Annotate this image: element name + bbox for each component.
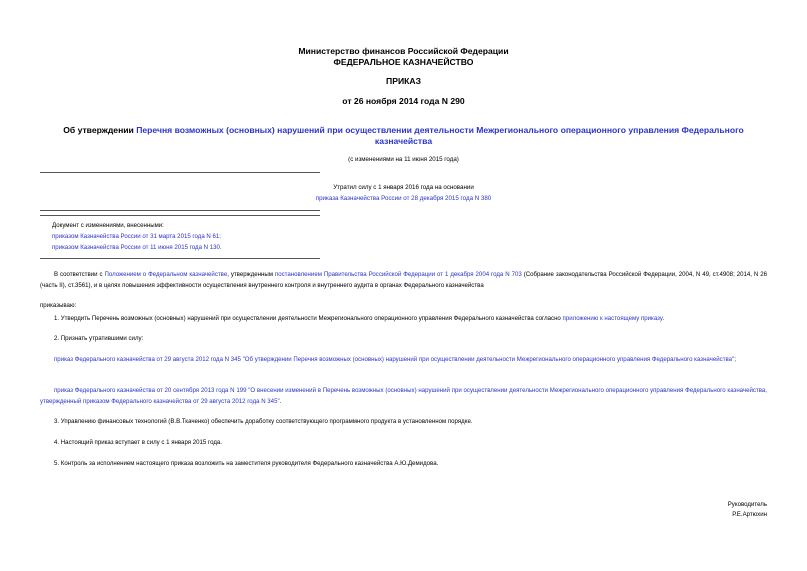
treasury-name: ФЕДЕРАЛЬНОЕ КАЗНАЧЕЙСТВО — [333, 57, 474, 67]
ministry-name: Министерство финансов Российской Федерации — [298, 46, 509, 56]
expired-note-link[interactable]: приказа Казначейства России от 28 декабря 2015 года N 380 — [315, 195, 492, 202]
paragraph-2: 2. Признать утратившими силу: — [54, 335, 144, 342]
signature-position: Руководитель — [727, 501, 767, 508]
paragraph-1: 1. Утвердить Перечень возможных (основных) нарушений при осуществлении деятельности Межрегионального операционного управления Федерального казначейства согласно приложению к настоящему приказу. — [54, 315, 665, 322]
divider-top — [40, 172, 320, 173]
paragraph-4: 4. Настоящий приказ вступает в силу с 1 января 2015 года. — [54, 439, 222, 446]
order-199-link[interactable]: приказ Федерального казначейства от 20 сентября 2013 года N 199 "О внесении изменений в Перечень возможных (основных) нарушений при осуществлении деятельности Межрегионального операционного управления Федерального казначейства, утвержденный приказом Федерального казначейства от 29 августа 2012 года N 345" — [40, 387, 767, 405]
doc-title-link[interactable]: Перечня возможных (основных) нарушений при осуществлении деятельности Межрегионального операционного управления Федерального казначейства — [136, 125, 744, 146]
changes-item-2[interactable]: приказом Казначейства России от 11 июня 2015 года N 130. — [52, 244, 222, 251]
divider-changes-top-2 — [40, 215, 320, 216]
preamble: В соответствии с Положением о Федеральном казначействе, утвержденным постановлением Правительства Российской Федерации от 1 декабря 2004 года N 703 (Собрание законодательства Российской Федерации, 2004, N 49, ст.4908; 2014, N 26 (часть II), ст.3561), и в целях повышения эффективности осуществления внутреннего контроля и внутреннего аудита в органах Федерального казначейства — [40, 271, 768, 289]
divider-changes-top-1 — [40, 210, 320, 211]
paragraph-3: 3. Управлению финансовых технологий (В.В.Ткаченко) обеспечить доработку соответствующего программного продукта в установленном порядке. — [54, 418, 473, 425]
doc-title-prefix: Об утверждении — [63, 125, 137, 135]
divider-changes-bottom — [40, 258, 320, 259]
changes-box-heading: Документ с изменениями, внесенными: — [52, 222, 164, 229]
order-345-link[interactable]: приказ Федерального казначейства от 29 августа 2012 года N 345 "Об утверждении Перечня возможных (основных) нарушений при осуществлении деятельности Межрегионального операционного управления Федерального казначейства" — [54, 356, 735, 363]
expired-note-line: Утратил силу с 1 января 2016 года на основании — [333, 184, 474, 191]
order-word: приказываю: — [40, 302, 77, 309]
regulation-link[interactable]: Положением о Федеральном казначействе — [104, 271, 228, 278]
doc-title — [40, 125, 767, 147]
paragraph-5: 5. Контроль за исполнением настоящего приказа возложить на заместителя руководителя Федерального казначейства А.Ю.Демидова. — [54, 460, 439, 467]
paragraph-2a: приказ Федерального казначейства от 29 августа 2012 года N 345 "Об утверждении Перечня возможных (основных) нарушений при осуществлении деятельности Межрегионального операционного управления Федерального казначейства"; — [54, 356, 736, 363]
paragraph-2b: приказ Федерального казначейства от 20 сентября 2013 года N 199 "О внесении изменений в Перечень возможных (основных) нарушений при осуществлении деятельности Межрегионального операционного управления Федерального казначейства, утвержденный приказом Федерального казначейства от 29 августа 2012 года N 345". — [40, 387, 767, 405]
doc-type: ПРИКАЗ — [386, 76, 421, 86]
doc-date-number: от 26 ноября 2014 года N 290 — [342, 96, 465, 106]
signature-name: Р.Е.Артюхин — [732, 511, 767, 518]
appendix-link[interactable]: приложению к настоящему приказу — [562, 315, 663, 322]
resolution-link[interactable]: постановлением Правительства Российской Федерации от 1 декабря 2004 года N 703 — [274, 271, 522, 278]
changes-item-1[interactable]: приказом Казначейства России от 31 марта 2015 года N 61; — [52, 233, 221, 240]
amended-note: (с изменениями на 11 июня 2015 года) — [348, 156, 459, 163]
